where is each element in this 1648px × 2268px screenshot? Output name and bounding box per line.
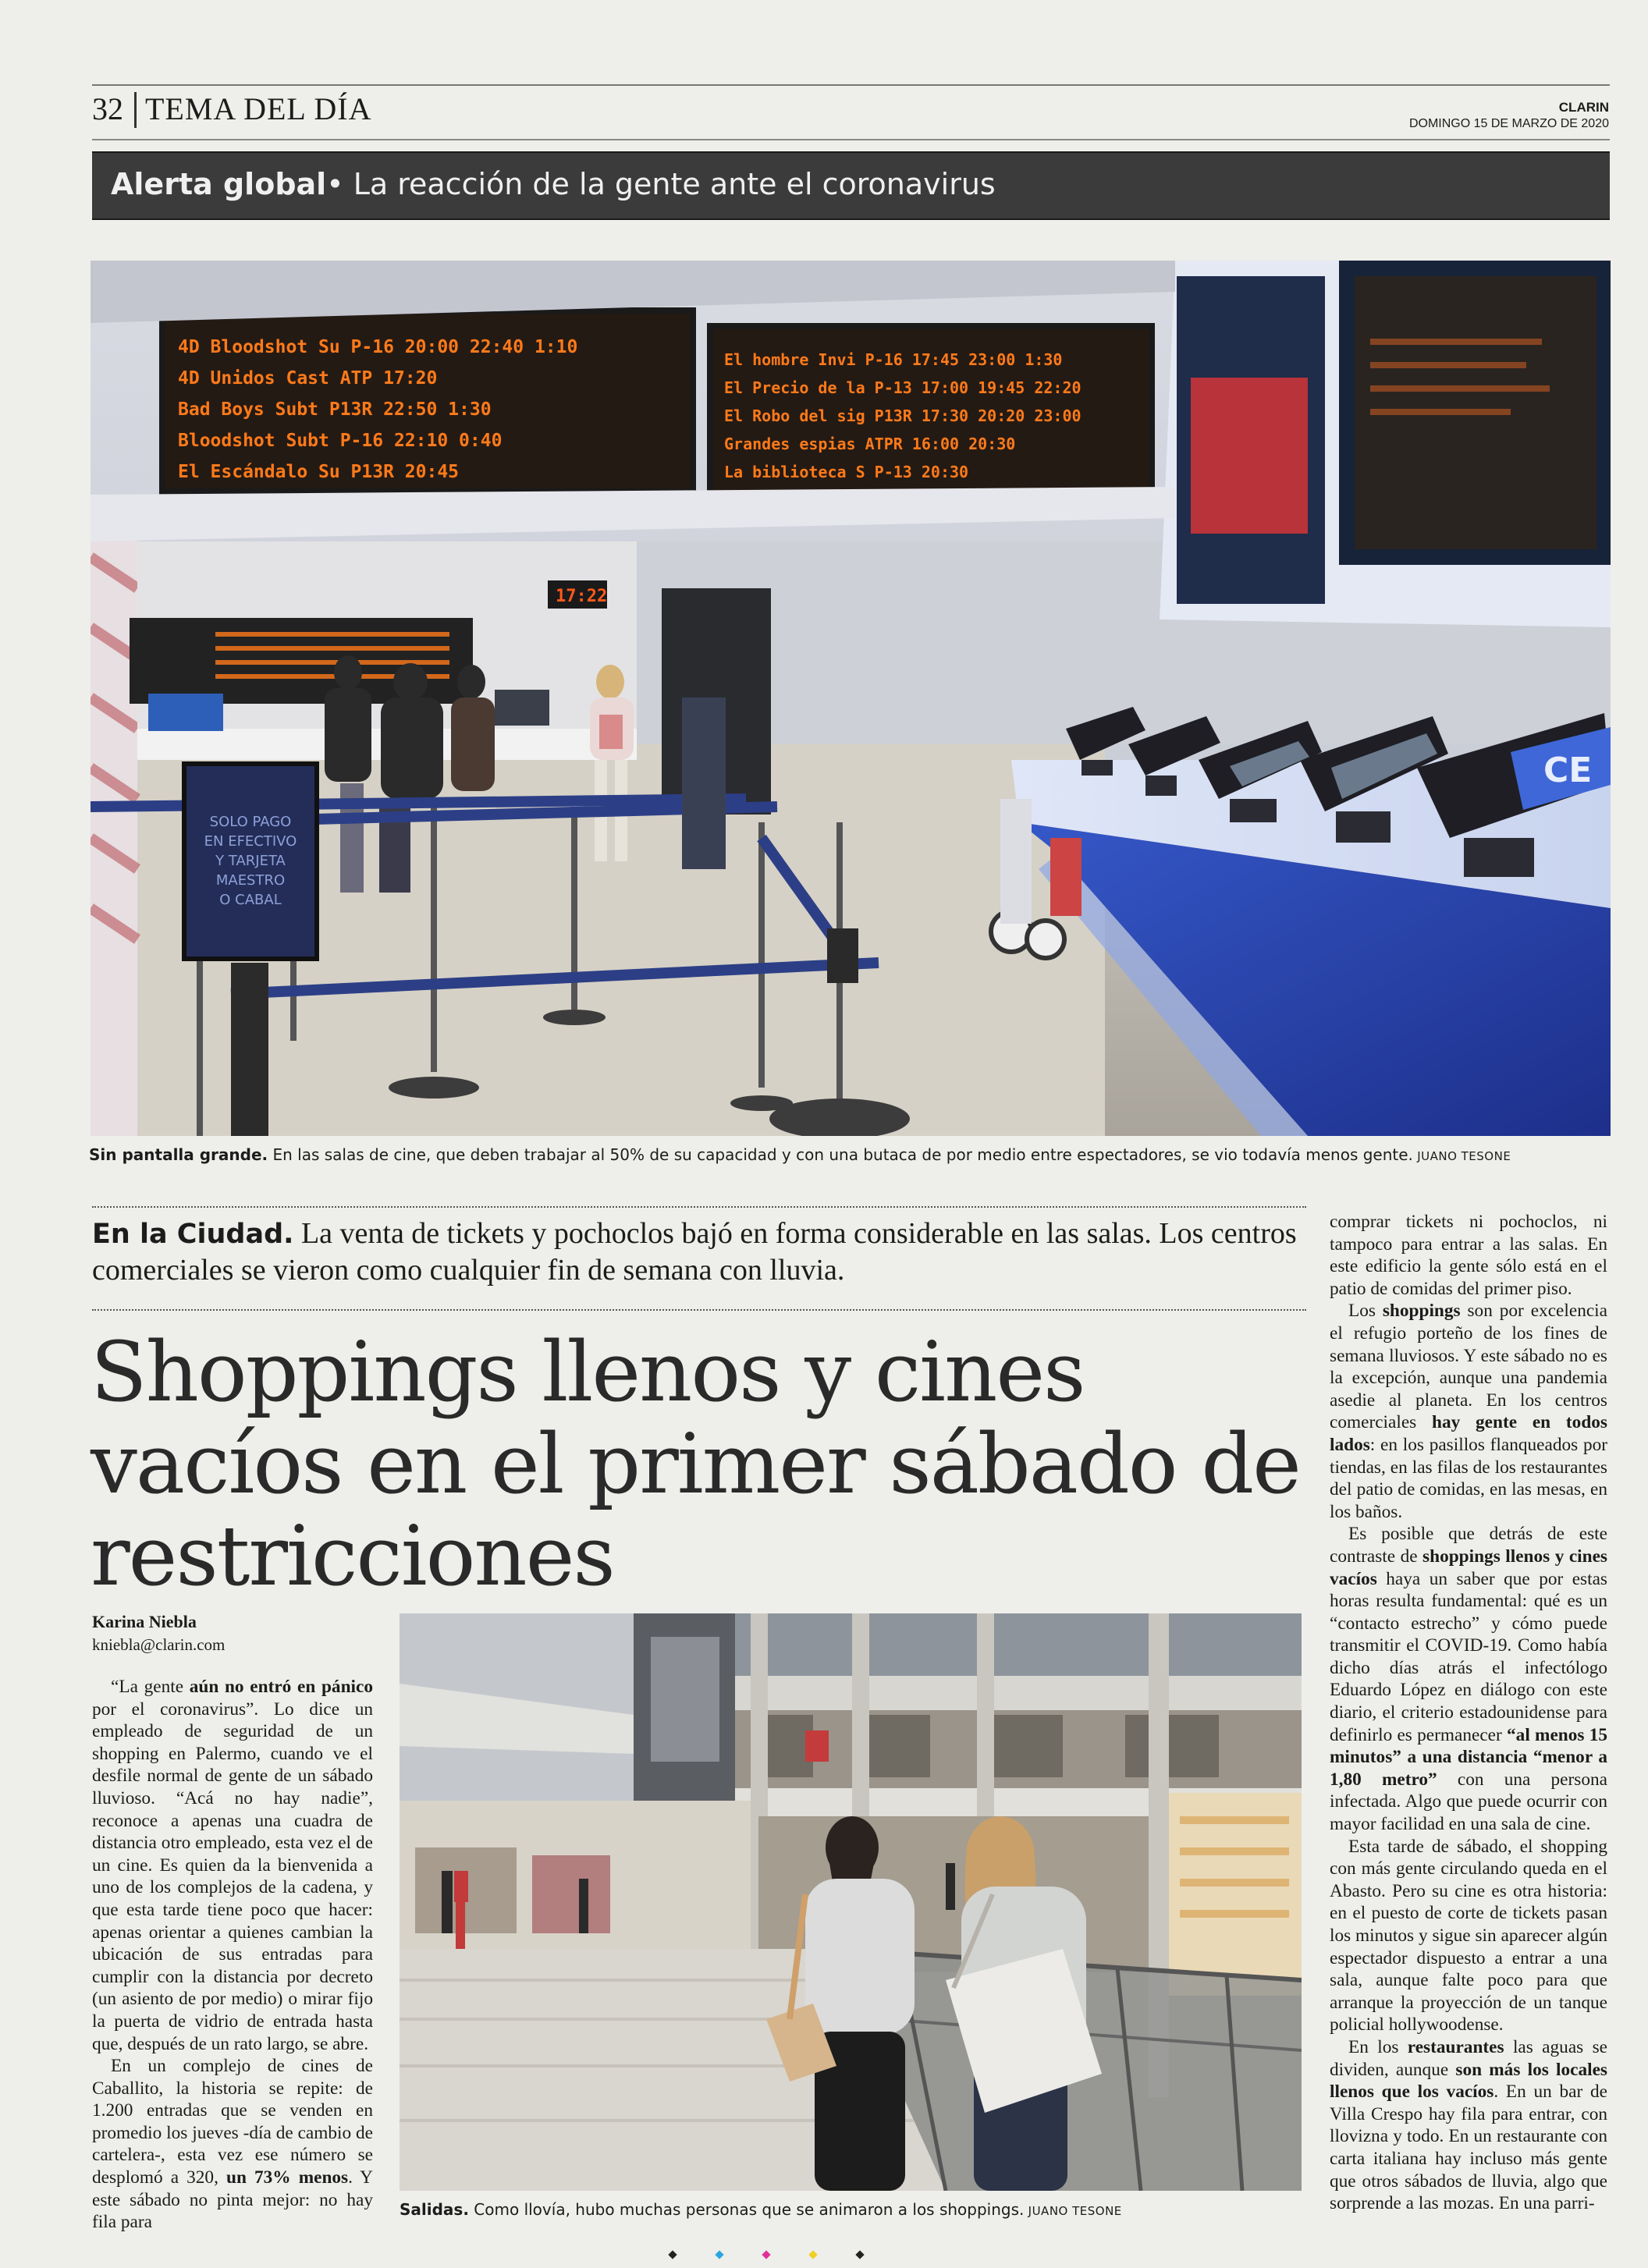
caption2-credit: JUANO TESONE xyxy=(1024,2204,1122,2218)
sign-line-1: SOLO PAGO xyxy=(209,814,292,830)
header-top-rule xyxy=(92,84,1610,86)
bold-run: son más los locales llenos que los vacíos xyxy=(1330,2059,1607,2103)
col3-paragraph-4 xyxy=(1330,1836,1607,2036)
text-run: . Y este sábado no pinta mejor: no hay fila para xyxy=(92,2167,374,2233)
headline: Shoppings llenos y cines vacíos en el primer sábado de restricciones xyxy=(91,1324,1300,1604)
text-run: con una persona infectada. Algo que puede ocurrir con mayor facilidad en una sala de cine. xyxy=(1330,1769,1607,1835)
col3-paragraph-2 xyxy=(1330,1300,1607,1523)
bold-run: restaurantes xyxy=(1407,2036,1504,2057)
header-bottom-rule xyxy=(92,139,1610,140)
kicker-bottom-rule xyxy=(92,1309,1306,1311)
text-run: Los xyxy=(1348,1301,1383,1322)
sign-line-4: MAESTRO xyxy=(215,872,286,889)
board-right-row-1: El hombre Invi P-16 17:45 23:00 1:30 xyxy=(724,350,1063,369)
photo2-caption xyxy=(400,2200,1122,2219)
board-left-row-5: El Escándalo Su P13R 20:45 xyxy=(178,462,460,482)
caption1-credit: JUANO TESONE xyxy=(1412,1149,1511,1163)
registration-mark-black xyxy=(668,2250,677,2259)
terminal-screen-text: CE xyxy=(1543,751,1593,790)
text-run: En un complejo de cines de Caballito, la historia se repite: de 1.200 entradas que se venden en promedio los jueves -día de cambio de cartelera-, esta vez ese número se desplomó a 320, xyxy=(92,2056,373,2188)
sign-line-3: Y TARJETA xyxy=(215,853,286,869)
col1-paragraph-1 xyxy=(92,1676,373,2055)
board-right-row-2: El Precio de la P-13 17:00 19:45 22:20 xyxy=(724,378,1082,397)
registration-mark-yellow xyxy=(808,2250,817,2259)
kicker-bold: En la Ciudad. xyxy=(92,1219,294,1250)
registration-mark-magenta xyxy=(762,2250,770,2259)
text-run: haya un saber que por estas horas resulta fundamental: qué es un “contacto estrecho” y cómo puede transmitir el COVID-19. Como había dicho días atrás el infectólogo Eduardo López en diálogo con este diario, el criterio estadounidense para definirlo es permanecer xyxy=(1330,1568,1607,1745)
bold-run: shoppings xyxy=(1382,1301,1461,1322)
col3-paragraph-1 xyxy=(1330,1211,1607,1300)
author-name: Karina Niebla xyxy=(92,1612,197,1631)
body-column-1 xyxy=(92,1676,373,2234)
newspaper-name: CLARIN xyxy=(1558,100,1609,115)
text-run: son por excelencia el refugio porteño de los fines de semana lluviosos. Y este sábado no es la excepción, aunque una pandemia asedie al planeta. En los centros comerciales xyxy=(1330,1301,1607,1433)
text-run: Esta tarde de sábado, el shopping con más gente circulando queda en el Abasto. Pero su cine es otra historia: en el puesto de corte de tickets pasan los minutos y sigue sin aparecer algún espectador dispuesto a entrar a una sala, aunque falte poco para que arranque la proyección de un tanque policial hollywoodense. xyxy=(1330,1836,1607,2036)
text-run: por el coronavirus”. Lo dice un empleado de seguridad de un shopping en Palermo, cuando ve el desfile normal de gente de un sábado lluvioso. “Acá no hay nadie”, reconoce a apenas una cuadra de distancia otro empleado, esta vez el de un cine. Es quien da la bienvenida a uno de los complejos de la cadena, y que esta tarde tiene poco que hacer: apenas orientar a quienes cambian la ubicación de sus entradas para cumplir con la distancia por decreto (un asiento de por medio) o mirar fijo la puerta de vidrio de entrada hasta que, después de un rato largo, se abre. xyxy=(92,1698,373,2054)
text-run: En los xyxy=(1348,2036,1408,2057)
cinema-lobby-photo xyxy=(91,261,1611,1136)
author-email[interactable] xyxy=(92,1635,225,1655)
body-column-3 xyxy=(1330,1211,1607,2215)
author-email-text[interactable]: kniebla@clarin.com xyxy=(92,1635,226,1654)
board-left-row-1: 4D Bloodshot Su P-16 20:00 22:40 1:10 xyxy=(178,337,578,357)
sign-line-2: EN EFECTIVO xyxy=(204,833,297,850)
col3-paragraph-5 xyxy=(1330,2036,1607,2215)
caption2-bold: Salidas. xyxy=(400,2200,469,2219)
caption1-text: En las salas de cine, que deben trabajar al 50% de su capacidad y con una butaca de por medio entre espectadores, se vio todavía menos gente. xyxy=(268,1145,1413,1164)
board-left-row-3: Bad Boys Subt P13R 22:50 1:30 xyxy=(178,399,492,420)
banner-bold: Alerta global xyxy=(111,167,327,201)
bold-run: hay gente en todos lados xyxy=(1330,1412,1607,1455)
banner-subtitle: La reacción de la gente ante el coronavirus xyxy=(343,167,996,201)
bold-run: shoppings llenos y cines vacíos xyxy=(1330,1546,1607,1589)
header-separator xyxy=(134,92,137,128)
issue-date: DOMINGO 15 DE MARZO DE 2020 xyxy=(1408,117,1609,130)
registration-mark-black-2 xyxy=(855,2250,864,2259)
banner-bullet: • xyxy=(326,167,344,201)
registration-mark-cyan xyxy=(715,2250,723,2259)
photo1-caption xyxy=(89,1145,1511,1164)
topic-banner-text xyxy=(111,167,996,201)
text-run: “La gente xyxy=(111,1677,190,1697)
kicker xyxy=(92,1216,1309,1288)
text-run: . En un bar de Villa Crespo hay fila para entrar, con llovizna y todo. En un restaurante con carta italiana hay incluso más gente que otros sábados de lluvia, algo que sorprende a las mozas. En una parri- xyxy=(1330,2082,1607,2214)
section-title: TEMA DEL DÍA xyxy=(145,91,372,126)
sign-line-5: O CABAL xyxy=(219,892,282,908)
page-number: 32 xyxy=(92,91,123,126)
lobby-clock: 17:22 xyxy=(556,587,608,606)
cinema-lobby-illustration xyxy=(91,261,1611,1136)
shopping-mall-illustration xyxy=(400,1613,1302,2191)
text-run: las aguas se dividen, aunque xyxy=(1330,2036,1607,2080)
board-right-row-3: El Robo del sig P13R 17:30 20:20 23:00 xyxy=(724,406,1082,425)
board-left-row-4: Bloodshot Subt P-16 22:10 0:40 xyxy=(178,431,503,451)
text-run: comprar tickets ni pochoclos, ni tampoco para entrar a las salas. En este edificio la gente sólo está en el patio de comidas del primer piso. xyxy=(1330,1212,1607,1299)
col3-paragraph-3 xyxy=(1330,1523,1607,1835)
bold-run: un 73% menos xyxy=(226,2167,349,2188)
col1-paragraph-2 xyxy=(92,2055,373,2234)
board-left-row-2: 4D Unidos Cast ATP 17:20 xyxy=(178,368,438,389)
caption1-bold: Sin pantalla grande. xyxy=(89,1145,268,1164)
bold-run: “al menos 15 minutos” a una distancia “menor a 1,80 metro” xyxy=(1330,1724,1607,1790)
text-run: : en los pasillos flanqueados por tiendas, en las filas de los restaurantes del patio de comidas, en las mesas, en los baños. xyxy=(1330,1434,1607,1522)
kicker-top-rule xyxy=(92,1206,1306,1208)
board-right-row-5: La biblioteca S P-13 20:30 xyxy=(724,463,969,481)
board-right-row-4: Grandes espias ATPR 16:00 20:30 xyxy=(724,435,1016,453)
text-run: Es posible que detrás de este contraste de xyxy=(1330,1524,1607,1567)
kicker-text: La venta de tickets y pochoclos bajó en forma considerable en las salas. Los centros comerciales se vieron como cualquier fin de semana con lluvia. xyxy=(92,1217,1297,1287)
bold-run: aún no entró en pánico xyxy=(189,1677,373,1697)
shopping-mall-photo xyxy=(400,1613,1302,2191)
caption2-text: Como llovía, hubo muchas personas que se animaron a los shoppings. xyxy=(468,2200,1025,2219)
